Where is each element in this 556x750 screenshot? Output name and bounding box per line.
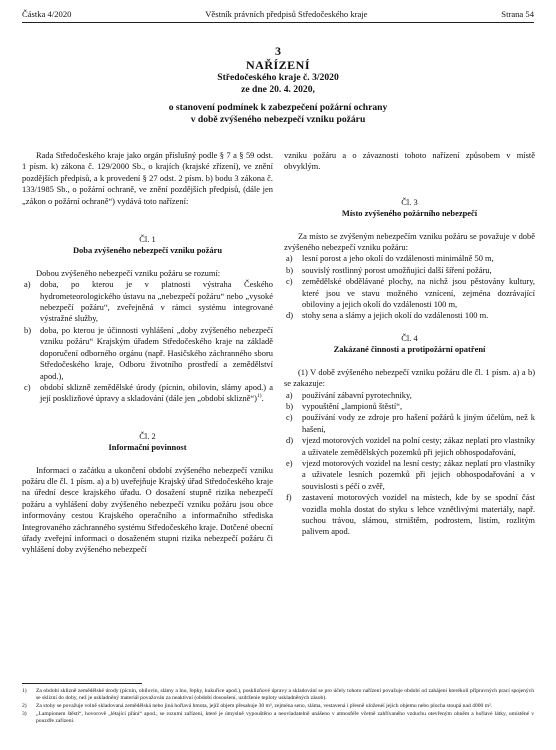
article-1-title: Doba zvýšeného nebezpečí vzniku požáru bbox=[72, 245, 223, 256]
list-item-label: d) bbox=[286, 435, 294, 446]
article-3-title: Místo zvýšeného požárního nebezpečí bbox=[341, 208, 478, 219]
list-item bbox=[284, 458, 535, 492]
article-4-title: Zakázané činnosti a protipožární opatření bbox=[333, 344, 486, 355]
footnote-rule bbox=[22, 683, 142, 684]
list-item bbox=[284, 390, 535, 401]
article-4-heading: Čl. 4 bbox=[401, 332, 418, 343]
footnote-label: 2) bbox=[22, 703, 27, 709]
list-item-label: b) bbox=[286, 264, 294, 275]
journal-title: Věstník právních předpisů Středočeského kraje bbox=[205, 9, 368, 19]
list-item-text: vjezd motorových vozidel na lesní cesty; zákaz neplatí pro vlastníky a uživatele lesních pozemků při jejich obhospodařování a v souvislosti s péčí o zvěř, bbox=[302, 457, 535, 491]
article-2-title: Informační povinnost bbox=[108, 442, 187, 453]
list-item-text: používání vody ze zdroje pro hašení požárů k jiným účelům, než k hašení, bbox=[302, 412, 535, 434]
footnote bbox=[22, 711, 534, 725]
list-item-label: c) bbox=[286, 276, 293, 287]
footnote-text: Za období sklizně zemědělské úrody (pícnin, obilovin, slámy a lnu, řepky, kukuřice apod.), posklizňové úpravy a skladování se pro účely tohoto nařízení považuje období od zahájení kterékoli přípravných prací spojených se sklizní do doby, než je uskladněný materiál považován za neaktivní (období dosoušení, uzdrženie teploty uskladněných zásob). bbox=[36, 688, 534, 701]
regulation-kind: NAŘÍZENÍ bbox=[245, 58, 310, 72]
list-item-label: b) bbox=[286, 400, 294, 411]
right-column bbox=[284, 150, 535, 538]
list-item-text: souvislý rostlinný porost umožňující další šíření požáru, bbox=[302, 264, 492, 275]
list-item-text: používání zábavní pyrotechniky, bbox=[302, 389, 412, 400]
article-4-lead: (1) V době zvýšeného nebezpečí vzniku požáru dle čl. 1 písm. a) a b) se zakazuje: bbox=[284, 366, 535, 389]
list-item-text: doba, po kterou je v platnosti výstraha Českého hydrometeorologického ústavu na „nebezpečí požáru“ nebo „vysoké nebezpečí požáru“, zveřejněná v rámci systému integrované výstražné služby, bbox=[40, 279, 273, 324]
article-1-lead: Dobou zvýšeného nebezpečí vzniku požáru se rozumí: bbox=[36, 267, 221, 278]
issue-number: Částka 4/2020 bbox=[22, 9, 72, 19]
article-2-paragraph: Informaci o začátku a ukončení období zvýšeného nebezpečí vzniku požáru dle čl. 1 písm. a) a b) uveřejňuje Krajský úřad Středočeského kraje na úřední desce krajského úřadu. O dosažení stupně rizika nebezpečí požáru a vyhlášení doby zvýšeného nebezpečí vzniku požáru jsou obce informovány cestou Krajského operačního a informačního střediska Integrovaného záchranného systému Středočeského kraje. Dotčené obecní úřady zveřejní informaci o dosaženém stupni rizika nebezpečí požáru či vyhlášení doby zvýšeného nebezpečí bbox=[22, 464, 273, 555]
left-column bbox=[22, 150, 273, 556]
list-item bbox=[284, 435, 535, 458]
list-item-label: a) bbox=[24, 279, 31, 290]
regulation-reference: Středočeského kraje č. 3/2020 bbox=[217, 72, 339, 83]
list-item-label: c) bbox=[286, 412, 293, 423]
list-item bbox=[22, 279, 273, 325]
footnote-label: 1) bbox=[22, 688, 27, 694]
regulation-subject-line-1: o stanovení podmínek k zabezpečení požární ochrany bbox=[168, 102, 388, 113]
list-item-text: zastavení motorových vozidel na místech, kde by se spodní část vozidla mohla dostat do styku s lehce vznětlivými materiály, např. suchou trávou, slámou, strništěm, podrostem, listím, rozlitým palivem apod. bbox=[302, 492, 535, 537]
regulation-subject-line-2: v době zvýšeného nebezpečí vzniku požáru bbox=[190, 114, 366, 125]
list-item bbox=[284, 310, 535, 321]
list-item-text: lesní porost a jeho okolí do vzdálenosti minimálně 50 m, bbox=[302, 253, 494, 264]
list-item bbox=[284, 253, 535, 264]
list-item-label: c) bbox=[24, 381, 31, 392]
page-number: Strana 54 bbox=[501, 9, 534, 19]
footnote-label: 3) bbox=[22, 711, 27, 717]
list-item-text: zemědělské obdělávané plochy, na nichž jsou pěstovány kultury, které jsou ve stavu možného vznícení, zejména dozrávající obiloviny a jejich okolí do vzdálenosti 100 m, bbox=[302, 276, 535, 310]
article-3-lead: Za místo se zvýšeným nebezpečím vzniku požáru se považuje v době zvýšeného nebezpečí vzniku požáru: bbox=[284, 230, 535, 253]
regulation-number: 3 bbox=[275, 44, 281, 58]
list-item-text: doba, po kterou je účinnosti vyhlášení „doby zvýšeného nebezpečí vzniku požáru“ Krajským úřadem Středočeského kraje na základě doporučení odborného orgánu (např. Hasičského záchranného sboru Středočeského kraje, Odboru životního prostředí a zemědělství apod.), bbox=[40, 324, 273, 381]
footnotes bbox=[22, 688, 534, 726]
footnote bbox=[22, 688, 534, 702]
list-item-label: a) bbox=[286, 389, 293, 400]
footnote-text: Za stohy se považuje volně skladovaná zemědělská nebo jiná hořlavá hmota, jejíž objem přesahuje 30 m³, zejména seno, sláma, vestavená i přesně uloženéí jejich objemu nebo plocha stoupá nad 4000 m². bbox=[36, 703, 493, 709]
footnote-text: „Lampionem štěstí“, hovorově „létající přání“ apod., se rozumí zařízení, které je úmyslně vypouštěno a neovladatelně unášeno v atmosféře včetně zahřívaného vzduchu otevřeným ohněm a hořlavé látky, umístěné v pouzdře zařízení. bbox=[36, 711, 534, 724]
regulation-date: ze dne 20. 4. 2020, bbox=[241, 84, 315, 95]
list-item-label: f) bbox=[286, 492, 292, 503]
list-item bbox=[284, 412, 535, 435]
article-2-heading: Čl. 2 bbox=[139, 430, 156, 441]
article-2-continuation: vzniku požáru a o závaznosti tohoto nařízení způsobem v místě obvyklým. bbox=[284, 150, 535, 172]
list-item bbox=[284, 401, 535, 412]
list-item-text: vjezd motorových vozidel na polní cesty; zákaz neplatí pro vlastníky a uživatele zemědělských pozemků při jejich obhospodařování, bbox=[302, 435, 535, 457]
footnote-ref-1: 1) bbox=[256, 393, 262, 400]
header-rule bbox=[22, 22, 534, 23]
list-item-text: stohy sena a slámy a jejich okolí do vzdálenosti 100 m. bbox=[302, 310, 489, 321]
list-item bbox=[284, 265, 535, 276]
list-item-text: období sklizně zemědělské úrody (pícnin, obilovin, slámy apod.) a její posklizňové úpravy a skladování (dále jen „období sklizně“) bbox=[40, 381, 273, 404]
list-item bbox=[284, 276, 535, 310]
list-item-label: b) bbox=[24, 324, 32, 335]
page-header bbox=[22, 9, 534, 23]
list-item bbox=[284, 492, 535, 538]
article-1-heading: Čl. 1 bbox=[139, 234, 156, 245]
footnote bbox=[22, 703, 534, 710]
list-item-label: e) bbox=[286, 457, 293, 468]
article-3-heading: Čl. 3 bbox=[401, 196, 418, 207]
intro-paragraph: Rada Středočeského kraje jako orgán příslušný podle § 7 a § 59 odst. 1 písm. k) zákona č. 129/2000 Sb., o krajích (krajské zřízení), ve znění pozdějších předpisů, a k provedení § 27 odst. 2 písm. b) bodu 3 zákona č. 133/1985 Sb., o požární ochraně, ve znění pozdějších předpisů, (dále jen „zákon o požární ochraně“) vydává toto nařízení: bbox=[22, 150, 273, 206]
list-item: c) období sklizně zemědělské úrody (pícnin, obilovin, slámy apod.) a její posklizňové úpravy a skladování (dále jen „období sklizně“)$^{1)}$. bbox=[24, 381, 273, 404]
list-item-text: vypouštění „lampionů štěstí“, bbox=[302, 400, 403, 411]
regulation-title-block bbox=[22, 44, 534, 126]
list-item-label: a) bbox=[286, 253, 293, 264]
list-item bbox=[22, 325, 273, 382]
list-item-label: d) bbox=[286, 310, 294, 321]
